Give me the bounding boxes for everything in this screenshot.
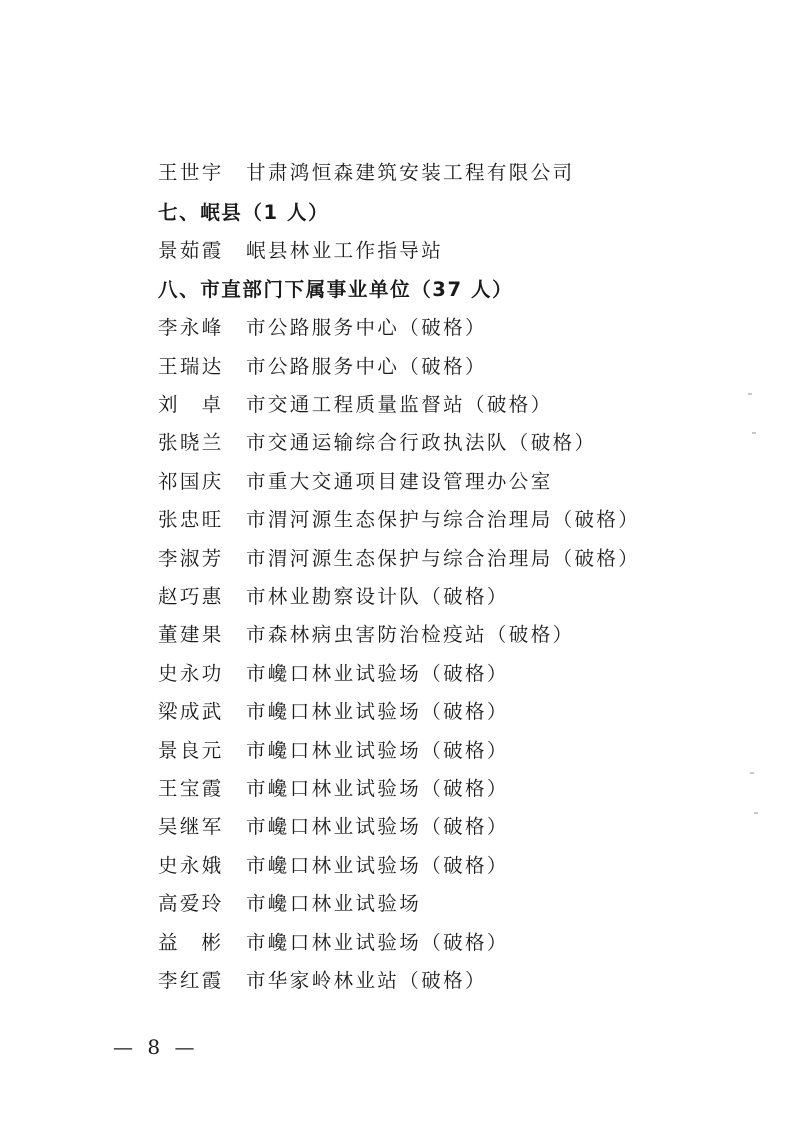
list-item bbox=[158, 467, 553, 497]
person-name: 李淑芳 bbox=[158, 547, 224, 570]
person-name: 张晓兰 bbox=[158, 431, 224, 454]
unit-name: 市渭河源生态保护与综合治理局（破格） bbox=[246, 547, 641, 570]
unit-name: 市巉口林业试验场（破格） bbox=[246, 815, 509, 838]
list-item bbox=[158, 774, 509, 804]
list-item bbox=[158, 889, 421, 919]
person-name: 王瑞达 bbox=[158, 355, 224, 378]
scan-speck bbox=[752, 432, 756, 434]
scan-speck bbox=[754, 812, 758, 814]
section-heading: 八、市直部门下属事业单位（37 人） bbox=[158, 278, 514, 301]
person-name: 赵巧惠 bbox=[158, 585, 224, 608]
list-item bbox=[158, 582, 509, 612]
person-name: 李红霞 bbox=[158, 969, 224, 992]
person-name: 益彬 bbox=[158, 931, 246, 954]
unit-name: 市华家岭林业站（破格） bbox=[246, 969, 487, 992]
unit-name: 市巉口林业试验场（破格） bbox=[246, 662, 509, 685]
unit-name: 市渭河源生态保护与综合治理局（破格） bbox=[246, 508, 641, 531]
unit-name: 市重大交通项目建设管理办公室 bbox=[246, 470, 553, 493]
list-item bbox=[158, 928, 509, 958]
list-item bbox=[158, 620, 575, 650]
person-name: 景茹霞 bbox=[158, 239, 224, 262]
list-item bbox=[158, 236, 443, 266]
person-name: 董建果 bbox=[158, 623, 224, 646]
person-name: 梁成武 bbox=[158, 700, 224, 723]
unit-name: 市交通运输综合行政执法队（破格） bbox=[246, 431, 597, 454]
list-item bbox=[158, 966, 487, 996]
person-name: 祁国庆 bbox=[158, 470, 224, 493]
person-name: 刘卓 bbox=[158, 393, 246, 416]
list-item bbox=[158, 390, 553, 420]
person-name: 高爱玲 bbox=[158, 892, 224, 915]
section-heading: 七、岷县（1 人） bbox=[158, 201, 330, 224]
list-item bbox=[158, 158, 575, 188]
unit-name: 市交通工程质量监督站（破格） bbox=[246, 393, 553, 416]
person-name: 张忠旺 bbox=[158, 508, 224, 531]
person-name: 景良元 bbox=[158, 739, 224, 762]
person-name: 王宝霞 bbox=[158, 777, 224, 800]
list-item bbox=[158, 697, 509, 727]
list-item bbox=[158, 352, 487, 382]
person-name: 史永娥 bbox=[158, 854, 224, 877]
list-item bbox=[158, 812, 509, 842]
unit-name: 市巉口林业试验场（破格） bbox=[246, 739, 509, 762]
unit-name: 市林业勘察设计队（破格） bbox=[246, 585, 509, 608]
unit-name: 甘肃鸿恒森建筑安装工程有限公司 bbox=[246, 161, 575, 184]
list-item bbox=[158, 313, 487, 343]
person-name: 吴继军 bbox=[158, 815, 224, 838]
unit-name: 市公路服务中心（破格） bbox=[246, 355, 487, 378]
list-item bbox=[158, 505, 640, 535]
unit-name: 市森林病虫害防治检疫站（破格） bbox=[246, 623, 575, 646]
list-item bbox=[158, 851, 509, 881]
scan-speck bbox=[748, 393, 752, 395]
unit-name: 市巉口林业试验场（破格） bbox=[246, 777, 509, 800]
unit-name: 市公路服务中心（破格） bbox=[246, 316, 487, 339]
list-item bbox=[158, 428, 596, 458]
person-name: 王世宇 bbox=[158, 161, 224, 184]
list-item bbox=[158, 544, 640, 574]
list-item bbox=[158, 659, 509, 689]
unit-name: 岷县林业工作指导站 bbox=[246, 239, 444, 262]
page-number: — 8 — bbox=[113, 1035, 199, 1059]
unit-name: 市巉口林业试验场（破格） bbox=[246, 931, 509, 954]
scan-speck bbox=[750, 772, 754, 774]
unit-name: 市巉口林业试验场（破格） bbox=[246, 700, 509, 723]
person-name: 史永功 bbox=[158, 662, 224, 685]
person-name: 李永峰 bbox=[158, 316, 224, 339]
list-item bbox=[158, 736, 509, 766]
unit-name: 市巉口林业试验场（破格） bbox=[246, 854, 509, 877]
unit-name: 市巉口林业试验场 bbox=[246, 892, 422, 915]
